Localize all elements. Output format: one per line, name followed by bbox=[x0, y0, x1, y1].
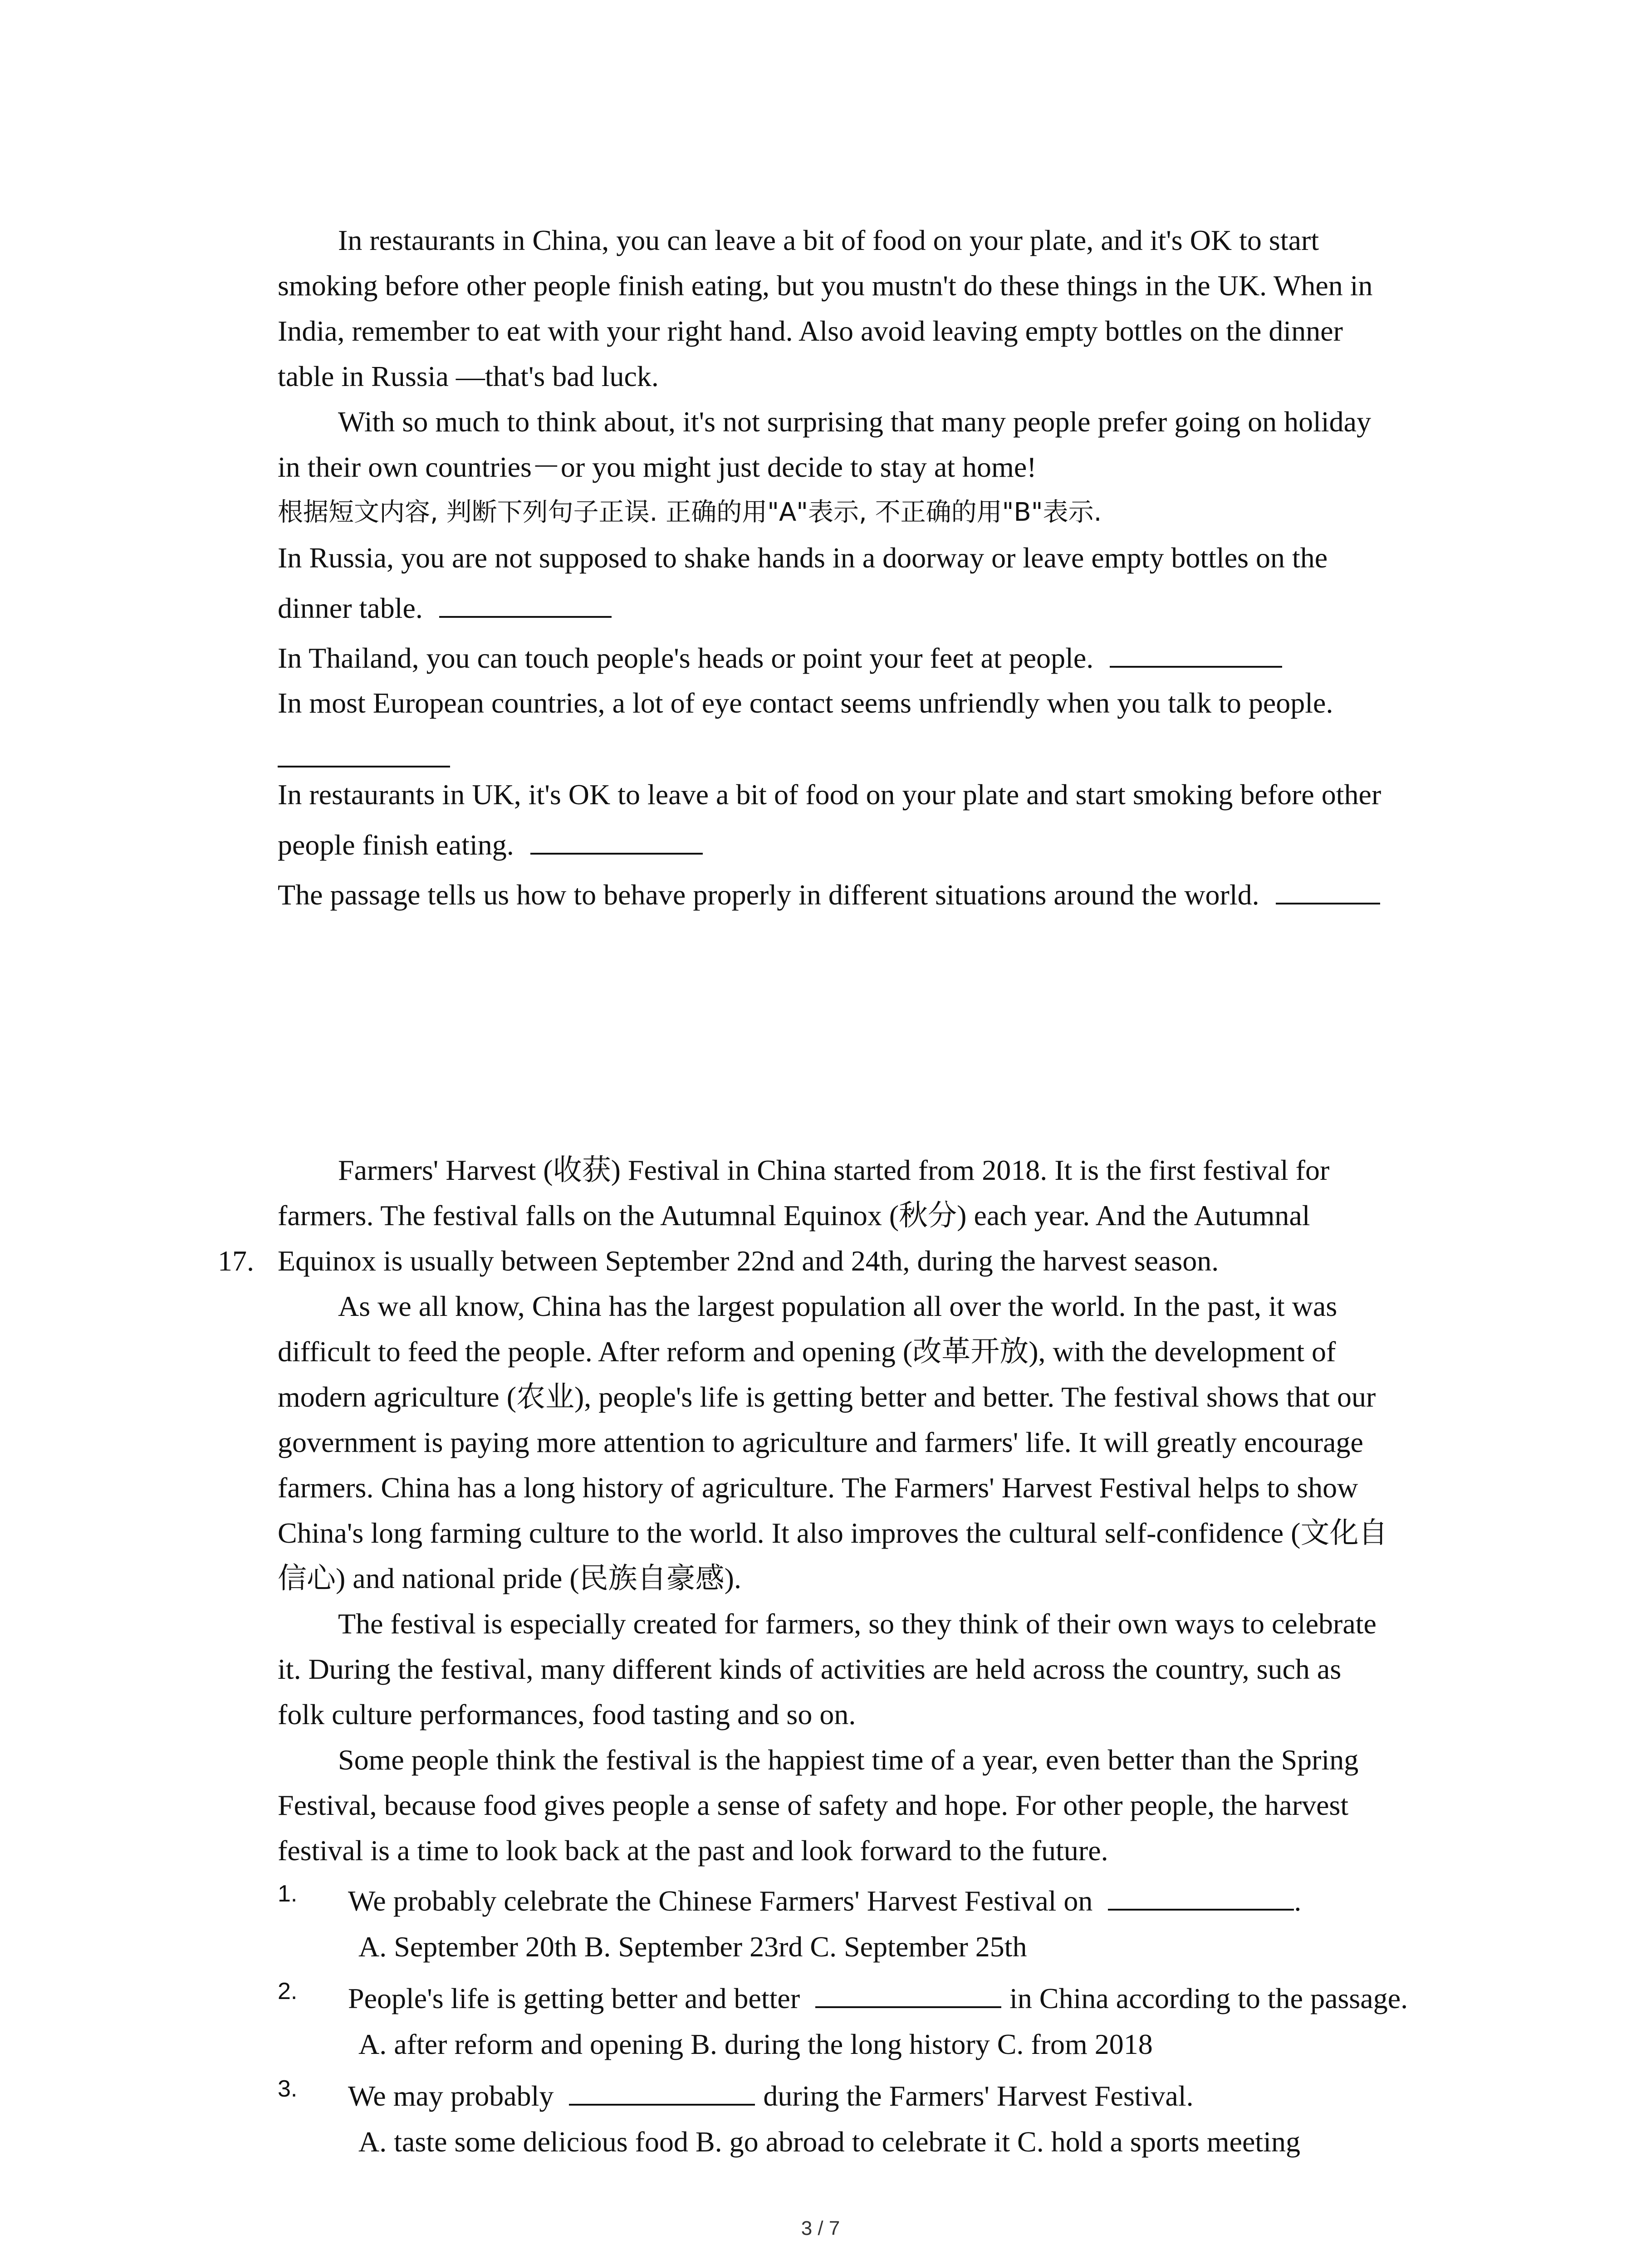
sub-question-1-options: A. September 20th B. September 23rd C. September 25th bbox=[358, 1931, 1027, 1963]
passage2-p1-line2: farmers. The festival falls on the Autumnal Equinox (秋分) each year. And the Autumnal bbox=[278, 1199, 1310, 1232]
passage2-p4-line1: Some people think the festival is the happiest time of a year, even better than the Spring bbox=[338, 1744, 1359, 1776]
statement-4-line1: In restaurants in UK, it's OK to leave a bit of food on your plate and start smoking before other bbox=[278, 778, 1381, 811]
sub-question-2-stem: People's life is getting better and better bbox=[348, 1982, 800, 2014]
statement-1-line2 bbox=[278, 590, 612, 626]
statement-1-text: dinner table. bbox=[278, 592, 423, 624]
statement-5-text: The passage tells us how to behave properly in different situations around the world. bbox=[278, 879, 1259, 911]
sub-question-3 bbox=[348, 2077, 1194, 2114]
answer-blank-5[interactable] bbox=[1276, 876, 1380, 904]
statement-2-text: In Thailand, you can touch people's heads or point your feet at people. bbox=[278, 642, 1094, 674]
passage1-para2-line1: With so much to think about, it's not surprising that many people prefer going on holiday bbox=[338, 406, 1372, 438]
passage2-p2-line6: China's long farming culture to the world. It also improves the cultural self-confidence (文化自 bbox=[278, 1517, 1388, 1549]
sub-question-2 bbox=[348, 1980, 1408, 2017]
question-number: 17. bbox=[218, 1245, 254, 1277]
answer-blank-2[interactable] bbox=[1110, 640, 1282, 668]
answer-blank-1[interactable] bbox=[439, 590, 612, 618]
statement-4-text: people finish eating. bbox=[278, 829, 514, 861]
sub-question-2-end: in China according to the passage. bbox=[1009, 1982, 1408, 2014]
statement-1-line1: In Russia, you are not supposed to shake hands in a doorway or leave empty bottles on the bbox=[278, 542, 1328, 574]
passage2-p3-line2: it. During the festival, many different kinds of activities are held across the country, such as bbox=[278, 1653, 1342, 1685]
passage2-p2-line1: As we all know, China has the largest population all over the world. In the past, it was bbox=[338, 1290, 1337, 1322]
passage2-p1-line3: Equinox is usually between September 22nd and 24th, during the harvest season. bbox=[278, 1245, 1219, 1277]
passage1-para1-line1: In restaurants in China, you can leave a bit of food on your plate, and it's OK to start bbox=[338, 224, 1319, 256]
instruction-text: 根据短文内容, 判断下列句子正误. 正确的用"A"表示, 不正确的用"B"表示. bbox=[278, 498, 1102, 527]
answer-blank-4[interactable] bbox=[530, 826, 703, 855]
sub-question-3-stem: We may probably bbox=[348, 2080, 554, 2112]
passage2-p1-line1: Farmers' Harvest (收获) Festival in China started from 2018. It is the first festival for bbox=[338, 1154, 1330, 1186]
sub-question-3-options: A. taste some delicious food B. go abroad to celebrate it C. hold a sports meeting bbox=[358, 2126, 1300, 2158]
passage1-para1-line3: India, remember to eat with your right hand. Also avoid leaving empty bottles on the dinner bbox=[278, 315, 1343, 347]
statement-2 bbox=[278, 640, 1282, 676]
passage2-p2-line3: modern agriculture (农业), people's life is getting better and better. The festival shows that our bbox=[278, 1381, 1376, 1413]
statement-3-line2 bbox=[278, 739, 450, 776]
sub-question-1-end: . bbox=[1294, 1885, 1302, 1917]
passage2-p2-line5: farmers. China has a long history of agriculture. The Farmers' Harvest Festival helps to show bbox=[278, 1471, 1358, 1504]
statement-4-line2 bbox=[278, 826, 703, 863]
sub-question-3-blank[interactable] bbox=[569, 2077, 755, 2106]
answer-blank-3[interactable] bbox=[278, 739, 450, 767]
passage2-p2-line4: government is paying more attention to agriculture and farmers' life. It will greatly encourage bbox=[278, 1426, 1363, 1458]
passage1-para1-line4: table in Russia —that's bad luck. bbox=[278, 360, 659, 392]
page-number: 3 / 7 bbox=[801, 2217, 840, 2239]
passage2-p3-line3: folk culture performances, food tasting and so on. bbox=[278, 1698, 856, 1730]
sub-question-3-end: during the Farmers' Harvest Festival. bbox=[763, 2080, 1194, 2112]
passage1-para2-line2: in their own countries－or you might just decide to stay at home! bbox=[278, 451, 1037, 483]
sub-question-2-blank[interactable] bbox=[815, 1980, 1001, 2008]
sub-question-3-number: 3. bbox=[278, 2076, 298, 2102]
sub-question-1 bbox=[348, 1882, 1301, 1919]
sub-question-2-options: A. after reform and opening B. during the long history C. from 2018 bbox=[358, 2028, 1153, 2060]
statement-5 bbox=[278, 876, 1380, 913]
sub-question-2-number: 2. bbox=[278, 1978, 298, 2004]
passage2-p2-line7: 信心) and national pride (民族自豪感). bbox=[278, 1562, 741, 1594]
passage2-p4-line2: Festival, because food gives people a sense of safety and hope. For other people, the harvest bbox=[278, 1789, 1349, 1821]
passage1-para1-line2: smoking before other people finish eating, but you mustn't do these things in the UK. When in bbox=[278, 269, 1373, 302]
passage2-p4-line3: festival is a time to look back at the past and look forward to the future. bbox=[278, 1834, 1108, 1867]
sub-question-1-stem: We probably celebrate the Chinese Farmers' Harvest Festival on bbox=[348, 1885, 1093, 1917]
passage2-p2-line2: difficult to feed the people. After reform and opening (改革开放), with the development of bbox=[278, 1335, 1336, 1368]
sub-question-1-blank[interactable] bbox=[1108, 1882, 1294, 1911]
sub-question-1-number: 1. bbox=[278, 1881, 298, 1907]
passage2-p3-line1: The festival is especially created for farmers, so they think of their own ways to celebrate bbox=[338, 1608, 1376, 1640]
statement-3-line1: In most European countries, a lot of eye contact seems unfriendly when you talk to people. bbox=[278, 687, 1333, 719]
